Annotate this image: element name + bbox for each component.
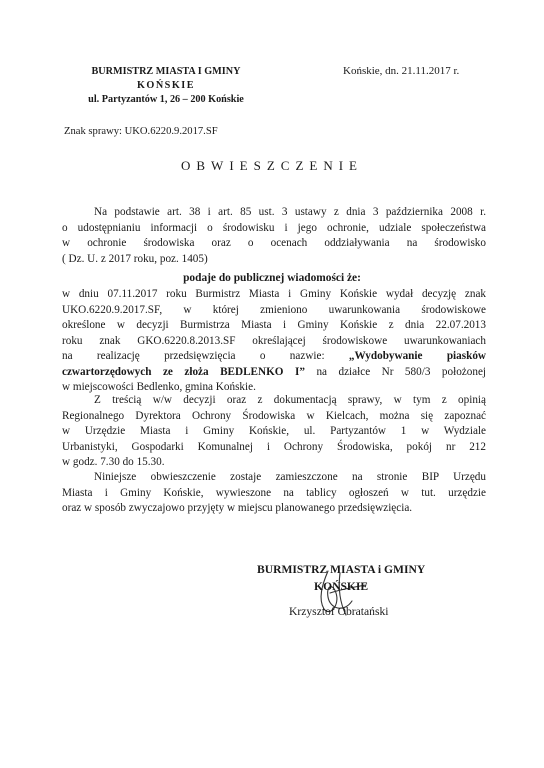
issuer-city: KOŃSKIE [136, 80, 196, 91]
text-line: w Urzędzie Miasta i Gminy Końskie, ul. Partyzantów 1 w Wydziale [62, 425, 486, 437]
text-line: określone w decyzji Burmistrza Miasta i Gminy Końskie z dnia 22.07.2013 [62, 319, 486, 331]
text-line: w ochronie środowiska oraz o ocenach oddziaływania na środowisko [62, 237, 486, 249]
text-line: w dniu 07.11.2017 roku Burmistrz Miasta i Gminy Końskie wydał decyzję znak [62, 288, 486, 300]
issuer-address: ul. Partyzantów 1, 26 – 200 Końskie [88, 94, 244, 105]
text-line: Z treścią w/w decyzji oraz z dokumentacją sprawy, w tym z opinią [94, 394, 486, 406]
signatory-title: BURMISTRZ MIASTA i GMINY [257, 563, 426, 576]
document-title: OBWIESZCZENIE [181, 158, 363, 173]
signatory-name: Krzysztof Obratański [289, 605, 389, 618]
document-date: Końskie, dn. 21.11.2017 r. [343, 65, 460, 77]
text-line: Regionalnego Dyrektora Ochrony Środowiska w Kielcach, można się zapoznać [62, 409, 486, 422]
issuer-header [66, 65, 266, 107]
publication-paragraph [62, 470, 486, 517]
text-line: Na podstawie art. 38 i art. 85 ust. 3 ustawy z dnia 3 października 2008 r. [94, 206, 486, 218]
project-name: „Wydobywanie piasków [348, 350, 486, 362]
project-name-cont: czwartorzędowych ze złoża BEDLENKO I” [62, 365, 305, 378]
documentation-paragraph [62, 393, 486, 471]
text-line: UKO.6220.9.2017.SF, w której zmieniono uwarunkowania środowiskowe [62, 303, 486, 316]
text-line: roku znak GKO.6220.8.2013.SF określającej środowiskowe uwarunkowaniach [62, 334, 486, 347]
text-line: Miasta i Gminy Końskie, wywieszone na tablicy ogłoszeń w tut. urzędzie [62, 486, 486, 499]
text-line: o udostępnianiu informacji o środowisku i jego ochronie, udziale społeczeństwa [62, 221, 486, 234]
text-line: w miejscowości Bedlenko, gmina Końskie. [62, 381, 256, 393]
decision-paragraph [62, 287, 486, 396]
signatory-city: KOŃSKIE [314, 580, 369, 593]
legal-basis-paragraph [62, 205, 486, 267]
text-line: oraz w sposób zwyczajowo przyjęty w miejscu planowanego przedsięwzięcia. [62, 502, 413, 514]
text-line: Urbanistyki, Gospodarki Komunalnej i Ochrony Środowiska, pokój nr 212 [62, 440, 486, 453]
text-line: ( Dz. U. z 2017 roku, poz. 1405) [62, 252, 208, 265]
text-line: w godz. 7.30 do 15.30. [62, 456, 165, 468]
signatory-office [257, 561, 425, 595]
text-line: na realizację przedsięwzięcia o nazwie: [62, 350, 325, 362]
public-notice-heading: podaje do publicznej wiadomości że: [183, 272, 361, 284]
text-line: Niniejsze obwieszczenie zostaje zamieszczone na stronie BIP Urzędu [94, 471, 486, 483]
text-line: na działce Nr 580/3 położonej [316, 365, 487, 378]
issuer-title: BURMISTRZ MIASTA I GMINY [91, 66, 241, 77]
case-number: Znak sprawy: UKO.6220.9.2017.SF [64, 126, 218, 137]
